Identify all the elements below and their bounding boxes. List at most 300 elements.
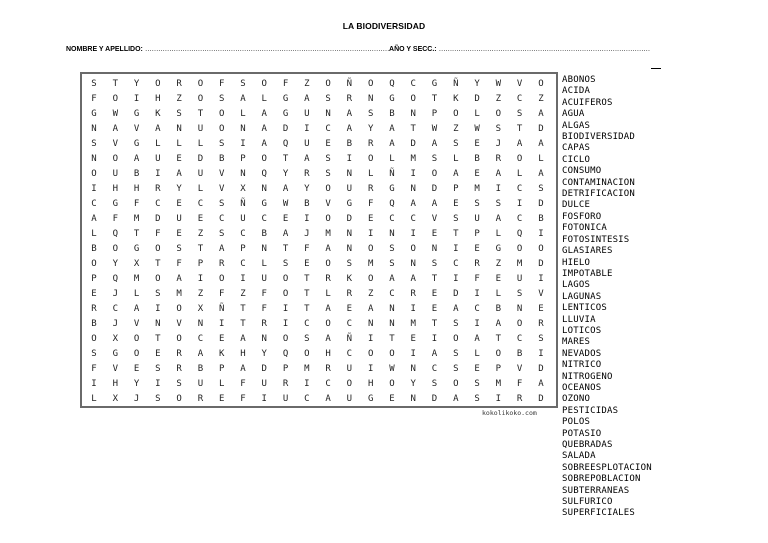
grid-letter[interactable]: W [282,199,289,209]
grid-letter[interactable]: S [474,379,480,389]
grid-letter[interactable]: J [495,139,502,149]
grid-letter[interactable]: A [133,304,140,314]
grid-letter[interactable]: M [495,379,502,389]
grid-letter[interactable]: O [325,214,331,224]
year-section-blank[interactable]: …………………………………………………………………………………… [438,46,650,53]
grid-letter[interactable]: T [516,124,523,134]
grid-letter[interactable]: T [431,319,438,329]
grid-letter[interactable]: I [453,274,459,284]
grid-letter[interactable]: A [261,139,267,149]
grid-letter[interactable]: O [389,379,395,389]
grid-letter[interactable]: C [197,334,204,344]
grid-letter[interactable]: P [431,109,438,119]
grid-letter[interactable]: A [218,244,225,254]
grid-letter[interactable]: A [176,274,182,284]
grid-letter[interactable]: A [325,394,331,404]
grid-letter[interactable]: G [346,199,353,209]
grid-letter[interactable]: B [261,229,267,239]
grid-letter[interactable]: F [516,379,523,389]
grid-letter[interactable]: C [346,319,353,329]
grid-letter[interactable]: S [176,109,182,119]
grid-letter[interactable]: S [155,289,161,299]
grid-letter[interactable]: L [389,154,395,164]
grid-letter[interactable]: C [453,259,459,269]
grid-letter[interactable]: U [197,124,204,134]
grid-letter[interactable]: P [240,244,246,254]
grid-letter[interactable]: U [261,379,267,389]
grid-letter[interactable]: M [325,229,331,239]
grid-letter[interactable]: D [346,214,353,224]
grid-letter[interactable]: U [474,214,480,224]
grid-letter[interactable]: R [346,94,353,104]
grid-letter[interactable]: I [91,379,97,389]
grid-letter[interactable]: S [389,244,395,254]
grid-letter[interactable]: A [389,274,395,284]
grid-letter[interactable]: E [197,214,204,224]
grid-letter[interactable]: T [133,229,140,239]
grid-letter[interactable]: S [325,169,331,179]
grid-letter[interactable]: A [261,109,267,119]
grid-letter[interactable]: A [495,214,502,224]
grid-letter[interactable]: H [155,94,161,104]
grid-letter[interactable]: R [218,259,225,269]
grid-letter[interactable]: L [367,169,374,179]
grid-letter[interactable]: T [304,289,310,299]
grid-letter[interactable]: V [112,364,118,374]
grid-letter[interactable]: E [474,169,480,179]
grid-letter[interactable]: O [261,154,267,164]
grid-letter[interactable]: B [516,349,523,359]
grid-letter[interactable]: U [346,184,353,194]
grid-letter[interactable]: G [133,139,140,149]
grid-letter[interactable]: E [91,289,97,299]
grid-letter[interactable]: C [240,259,246,269]
grid-letter[interactable]: R [325,274,331,284]
grid-letter[interactable]: Z [495,94,502,104]
grid-letter[interactable]: O [112,94,118,104]
grid-letter[interactable]: F [112,214,118,224]
grid-letter[interactable]: S [495,124,502,134]
grid-letter[interactable]: L [538,154,544,164]
grid-letter[interactable]: T [240,319,246,329]
grid-letter[interactable]: C [474,304,480,314]
grid-letter[interactable]: T [197,109,204,119]
grid-letter[interactable]: A [240,364,246,374]
grid-letter[interactable]: S [218,199,225,209]
grid-letter[interactable]: R [346,289,353,299]
grid-letter[interactable]: U [197,169,204,179]
grid-letter[interactable]: L [453,154,459,164]
grid-letter[interactable]: V [176,319,182,329]
grid-letter[interactable]: R [176,364,182,374]
grid-letter[interactable]: O [453,109,459,119]
grid-letter[interactable]: O [218,124,225,134]
grid-letter[interactable]: A [304,154,310,164]
grid-letter[interactable]: V [516,79,523,89]
grid-letter[interactable]: S [495,199,502,209]
grid-letter[interactable]: K [453,94,459,104]
grid-letter[interactable]: Ñ [453,79,459,89]
grid-letter[interactable]: T [410,124,416,134]
grid-letter[interactable]: U [155,154,161,164]
grid-letter[interactable]: R [304,169,310,179]
grid-letter[interactable]: E [538,304,544,314]
grid-letter[interactable]: S [474,394,480,404]
grid-letter[interactable]: L [474,349,480,359]
grid-letter[interactable]: N [240,124,246,134]
grid-letter[interactable]: C [516,334,523,344]
grid-letter[interactable]: I [197,274,204,284]
grid-letter[interactable]: C [218,214,225,224]
grid-letter[interactable]: I [282,319,289,329]
grid-letter[interactable]: G [389,184,395,194]
grid-letter[interactable]: L [240,109,246,119]
grid-letter[interactable]: I [474,319,480,329]
grid-letter[interactable]: A [112,124,118,134]
grid-letter[interactable]: X [112,394,118,404]
grid-letter[interactable]: E [218,334,225,344]
grid-letter[interactable]: Z [538,94,544,104]
grid-letter[interactable]: B [91,319,97,329]
grid-letter[interactable]: S [346,259,353,269]
grid-letter[interactable]: O [325,259,331,269]
grid-letter[interactable]: A [431,349,438,359]
grid-letter[interactable]: F [176,259,182,269]
grid-letter[interactable]: C [325,379,331,389]
grid-letter[interactable]: G [495,244,502,254]
grid-letter[interactable]: S [453,139,459,149]
grid-letter[interactable]: C [516,214,523,224]
grid-letter[interactable]: L [261,259,267,269]
grid-letter[interactable]: T [282,244,289,254]
grid-letter[interactable]: X [133,259,140,269]
grid-letter[interactable]: B [91,244,97,254]
grid-letter[interactable]: S [218,94,225,104]
name-blank[interactable]: ………………………………………………………………………………………………… [144,46,390,53]
grid-letter[interactable]: R [176,349,182,359]
grid-letter[interactable]: J [112,289,118,299]
grid-letter[interactable]: I [155,169,161,179]
grid-letter[interactable]: R [495,154,502,164]
grid-letter[interactable]: S [431,379,438,389]
grid-letter[interactable]: R [325,364,331,374]
grid-letter[interactable]: U [197,379,204,389]
grid-letter[interactable]: O [516,244,523,254]
grid-letter[interactable]: L [133,289,140,299]
grid-letter[interactable]: N [261,184,267,194]
grid-letter[interactable]: L [495,229,502,239]
grid-letter[interactable]: D [538,259,544,269]
grid-letter[interactable]: R [474,259,480,269]
grid-letter[interactable]: F [240,379,246,389]
grid-letter[interactable]: A [474,334,480,344]
grid-letter[interactable]: T [431,274,438,284]
grid-letter[interactable]: H [133,184,140,194]
grid-letter[interactable]: I [91,184,97,194]
grid-letter[interactable]: A [516,139,523,149]
grid-letter[interactable]: J [133,394,140,404]
grid-letter[interactable]: A [453,304,459,314]
grid-letter[interactable]: N [240,169,246,179]
grid-letter[interactable]: T [240,304,246,314]
grid-letter[interactable]: O [367,349,374,359]
grid-letter[interactable]: U [304,139,310,149]
grid-letter[interactable]: F [367,199,374,209]
grid-letter[interactable]: B [304,199,310,209]
grid-letter[interactable]: N [516,304,523,314]
grid-letter[interactable]: C [516,184,523,194]
grid-letter[interactable]: A [367,304,374,314]
grid-letter[interactable]: S [453,214,459,224]
grid-letter[interactable]: O [453,379,459,389]
grid-letter[interactable]: C [410,79,416,89]
grid-letter[interactable]: S [516,289,523,299]
grid-letter[interactable]: L [155,139,161,149]
grid-letter[interactable]: S [516,109,523,119]
grid-letter[interactable]: D [538,124,544,134]
grid-letter[interactable]: O [325,319,331,329]
grid-letter[interactable]: D [453,289,459,299]
grid-letter[interactable]: E [133,364,140,374]
grid-letter[interactable]: I [304,124,310,134]
grid-letter[interactable]: P [474,229,480,239]
grid-letter[interactable]: O [538,79,544,89]
grid-letter[interactable]: N [410,184,416,194]
grid-letter[interactable]: A [538,169,544,179]
grid-letter[interactable]: C [304,319,310,329]
grid-letter[interactable]: O [112,154,118,164]
grid-letter[interactable]: O [133,334,140,344]
grid-letter[interactable]: U [516,274,523,284]
grid-letter[interactable]: Y [282,169,289,179]
grid-letter[interactable]: O [91,169,97,179]
grid-letter[interactable]: S [453,364,459,374]
grid-letter[interactable]: I [133,94,140,104]
grid-letter[interactable]: U [240,214,246,224]
grid-letter[interactable]: B [218,154,225,164]
grid-letter[interactable]: B [197,364,204,374]
grid-letter[interactable]: N [346,244,353,254]
grid-letter[interactable]: O [325,184,331,194]
grid-letter[interactable]: E [474,364,480,374]
grid-letter[interactable]: W [389,364,395,374]
grid-letter[interactable]: Y [410,379,416,389]
grid-letter[interactable]: A [495,169,502,179]
grid-letter[interactable]: Z [495,259,502,269]
grid-letter[interactable]: G [389,94,395,104]
grid-letter[interactable]: N [367,94,374,104]
grid-letter[interactable]: S [538,334,544,344]
grid-letter[interactable]: H [240,349,246,359]
grid-letter[interactable]: L [495,289,502,299]
grid-letter[interactable]: L [176,139,182,149]
grid-letter[interactable]: E [431,229,438,239]
grid-letter[interactable]: O [516,154,523,164]
grid-letter[interactable]: E [453,199,459,209]
grid-letter[interactable]: C [112,304,118,314]
grid-letter[interactable]: E [346,304,353,314]
grid-letter[interactable]: O [282,334,289,344]
grid-letter[interactable]: A [325,304,331,314]
grid-letter[interactable]: N [325,109,331,119]
grid-letter[interactable]: G [431,79,438,89]
grid-letter[interactable]: R [367,139,374,149]
grid-letter[interactable]: O [538,244,544,254]
grid-letter[interactable]: N [410,109,416,119]
grid-letter[interactable]: N [155,319,161,329]
grid-letter[interactable]: Ñ [346,334,353,344]
grid-letter[interactable]: G [282,94,289,104]
grid-letter[interactable]: C [346,349,353,359]
grid-letter[interactable]: A [261,124,267,134]
grid-letter[interactable]: O [155,244,161,254]
grid-letter[interactable]: A [282,184,289,194]
grid-letter[interactable]: O [176,304,182,314]
grid-letter[interactable]: A [304,94,310,104]
grid-letter[interactable]: O [197,79,204,89]
grid-letter[interactable]: G [367,394,374,404]
grid-letter[interactable]: S [453,349,459,359]
grid-letter[interactable]: D [155,214,161,224]
grid-letter[interactable]: R [516,394,523,404]
grid-letter[interactable]: G [112,349,118,359]
grid-letter[interactable]: N [261,334,267,344]
grid-letter[interactable]: Y [176,184,182,194]
grid-letter[interactable]: I [410,229,416,239]
grid-letter[interactable]: I [304,379,310,389]
grid-letter[interactable]: H [112,184,118,194]
grid-letter[interactable]: M [367,259,374,269]
grid-letter[interactable]: P [240,154,246,164]
grid-letter[interactable]: E [431,289,438,299]
grid-letter[interactable]: S [91,349,97,359]
grid-letter[interactable]: I [218,319,225,329]
grid-letter[interactable]: D [538,394,544,404]
grid-letter[interactable]: N [410,259,416,269]
grid-letter[interactable]: R [282,379,289,389]
grid-letter[interactable]: S [176,244,182,254]
grid-letter[interactable]: S [474,199,480,209]
grid-letter[interactable]: I [261,394,267,404]
grid-letter[interactable]: S [155,364,161,374]
grid-letter[interactable]: B [389,109,395,119]
grid-letter[interactable]: Ñ [240,199,246,209]
grid-letter[interactable]: Ñ [389,169,395,179]
grid-letter[interactable]: I [410,169,416,179]
grid-letter[interactable]: O [155,274,161,284]
grid-letter[interactable]: V [516,364,523,374]
grid-letter[interactable]: R [91,304,97,314]
grid-letter[interactable]: S [218,229,225,239]
grid-letter[interactable]: A [453,169,459,179]
grid-letter[interactable]: O [133,349,140,359]
grid-letter[interactable]: C [389,289,395,299]
grid-letter[interactable]: O [495,349,502,359]
grid-letter[interactable]: A [346,124,353,134]
grid-letter[interactable]: S [91,79,97,89]
grid-letter[interactable]: P [495,364,502,374]
grid-letter[interactable]: Q [282,139,289,149]
grid-letter[interactable]: H [325,349,331,359]
grid-letter[interactable]: U [346,364,353,374]
grid-letter[interactable]: F [218,289,225,299]
grid-letter[interactable]: N [197,319,204,329]
grid-letter[interactable]: B [538,214,544,224]
grid-letter[interactable]: E [218,394,225,404]
grid-letter[interactable]: E [176,199,182,209]
grid-letter[interactable]: A [538,379,544,389]
grid-letter[interactable]: S [304,334,310,344]
grid-letter[interactable]: S [91,139,97,149]
grid-letter[interactable]: A [325,334,331,344]
grid-letter[interactable]: I [431,334,438,344]
grid-letter[interactable]: O [304,349,310,359]
grid-letter[interactable]: F [240,394,246,404]
grid-letter[interactable]: Y [367,124,374,134]
grid-letter[interactable]: E [176,229,182,239]
grid-letter[interactable]: I [474,289,480,299]
grid-letter[interactable]: O [112,244,118,254]
grid-letter[interactable]: U [282,394,289,404]
grid-letter[interactable]: O [91,259,97,269]
grid-letter[interactable]: U [304,109,310,119]
grid-letter[interactable]: L [197,139,204,149]
grid-letter[interactable]: Ñ [218,304,225,314]
grid-letter[interactable]: I [538,229,544,239]
grid-letter[interactable]: E [176,154,182,164]
grid-letter[interactable]: F [218,79,225,89]
grid-letter[interactable]: T [389,334,395,344]
grid-letter[interactable]: M [516,259,523,269]
grid-letter[interactable]: N [367,319,374,329]
grid-letter[interactable]: G [133,244,140,254]
grid-letter[interactable]: O [218,109,225,119]
grid-letter[interactable]: L [218,379,225,389]
grid-letter[interactable]: E [367,214,374,224]
grid-letter[interactable]: V [538,289,544,299]
grid-letter[interactable]: D [282,124,289,134]
grid-letter[interactable]: S [431,259,438,269]
grid-letter[interactable]: A [325,244,331,254]
grid-letter[interactable]: S [431,154,438,164]
grid-letter[interactable]: V [431,214,438,224]
grid-letter[interactable]: J [112,319,118,329]
grid-letter[interactable]: O [218,274,225,284]
grid-letter[interactable]: Q [389,199,395,209]
grid-letter[interactable]: P [453,184,459,194]
grid-letter[interactable]: R [197,394,204,404]
grid-letter[interactable]: E [304,259,310,269]
grid-letter[interactable]: O [197,94,204,104]
grid-letter[interactable]: L [197,184,204,194]
grid-letter[interactable]: S [325,154,331,164]
grid-letter[interactable]: R [410,289,416,299]
grid-letter[interactable]: O [346,379,353,389]
grid-letter[interactable]: E [431,304,438,314]
grid-letter[interactable]: I [367,229,374,239]
grid-letter[interactable]: S [453,319,459,329]
grid-letter[interactable]: Q [389,79,395,89]
grid-letter[interactable]: I [495,394,502,404]
grid-letter[interactable]: I [410,349,416,359]
grid-letter[interactable]: E [282,214,289,224]
grid-letter[interactable]: M [474,184,480,194]
grid-letter[interactable]: L [325,289,331,299]
grid-letter[interactable]: I [304,214,310,224]
grid-letter[interactable]: Ñ [346,79,353,89]
grid-letter[interactable]: X [112,334,118,344]
grid-letter[interactable]: D [538,364,544,374]
